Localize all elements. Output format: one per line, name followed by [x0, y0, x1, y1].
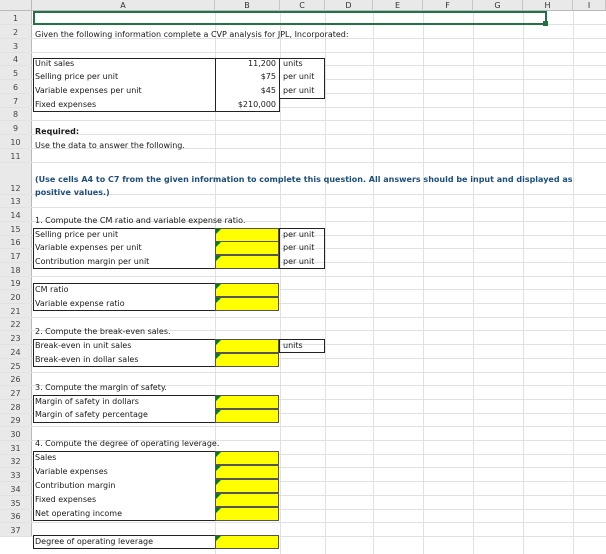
- row-header[interactable]: [0, 135, 32, 148]
- dol-label: Degree of operating leverage: [35, 537, 154, 546]
- answer-input-cell[interactable]: [215, 255, 279, 269]
- row-number: 6: [12, 83, 19, 92]
- row-number: 15: [10, 225, 21, 234]
- answer-input-cell[interactable]: [215, 535, 279, 549]
- row-header[interactable]: [0, 25, 32, 38]
- formula-flag-icon: [216, 229, 221, 234]
- col-header-f[interactable]: F: [423, 0, 473, 11]
- row-header[interactable]: [0, 359, 32, 372]
- q4-row-label: Variable expenses: [35, 467, 108, 476]
- row-number: 26: [10, 375, 21, 384]
- formula-flag-icon: [216, 256, 221, 261]
- row-header[interactable]: [0, 53, 32, 65]
- answer-input-cell[interactable]: [215, 507, 279, 521]
- row-header[interactable]: [0, 345, 32, 358]
- q4-row-label: Net operating income: [35, 509, 123, 518]
- given-value: 11,200: [248, 59, 276, 68]
- row-header[interactable]: [0, 80, 32, 93]
- col-header-d[interactable]: D: [325, 0, 373, 11]
- row-number: 20: [10, 293, 21, 302]
- row-header[interactable]: [0, 11, 32, 24]
- formula-flag-icon: [216, 340, 221, 345]
- row-number: 29: [10, 416, 21, 425]
- row-header[interactable]: [0, 149, 32, 162]
- formula-flag-icon: [216, 466, 221, 471]
- row-number: 12: [10, 184, 21, 193]
- row-header[interactable]: [0, 400, 32, 413]
- col-header-i[interactable]: I: [573, 0, 606, 11]
- q1-row-label: Variable expenses per unit: [35, 243, 142, 252]
- row-number: 25: [10, 362, 21, 371]
- row-header[interactable]: [0, 318, 32, 330]
- given-label: Selling price per unit: [35, 72, 119, 81]
- formula-flag-icon: [216, 284, 221, 289]
- col-header-c[interactable]: C: [280, 0, 325, 11]
- row-header[interactable]: [0, 468, 32, 481]
- formula-flag-icon: [216, 452, 221, 457]
- q4-title: 4. Compute the degree of operating leverage.: [35, 439, 220, 448]
- row-number: 35: [10, 499, 21, 508]
- col-header-g[interactable]: G: [473, 0, 523, 11]
- formula-flag-icon: [216, 410, 221, 415]
- q1-row-label: Contribution margin per unit: [35, 257, 150, 266]
- row-number: 8: [12, 110, 19, 119]
- row-number: 21: [10, 307, 21, 316]
- row-header[interactable]: [0, 66, 32, 79]
- given-value: $210,000: [237, 100, 276, 109]
- q4-row-label: Contribution margin: [35, 481, 116, 490]
- row-number: 7: [12, 97, 19, 106]
- row-header[interactable]: [0, 455, 32, 467]
- row-header[interactable]: [0, 523, 32, 536]
- q4-row-label: Fixed expenses: [35, 495, 97, 504]
- row-number: 23: [10, 334, 21, 343]
- answer-input-cell[interactable]: [215, 339, 279, 353]
- row-number: 22: [10, 320, 21, 329]
- q2-title: 2. Compute the break-even sales.: [35, 327, 171, 336]
- answer-input-cell[interactable]: [215, 409, 279, 423]
- row-number: 2: [12, 28, 19, 37]
- formula-flag-icon: [216, 354, 221, 359]
- intro-text: Given the following information complete a CVP analysis for JPL, Incorporated:: [35, 30, 349, 39]
- formula-flag-icon: [216, 536, 221, 541]
- row-header[interactable]: [0, 39, 32, 52]
- col-header-h[interactable]: H: [523, 0, 573, 11]
- row-header[interactable]: [0, 236, 32, 248]
- row-number: 5: [12, 69, 19, 78]
- sheet-row: [0, 149, 606, 163]
- row-header[interactable]: [0, 386, 32, 399]
- given-value: $75: [260, 72, 276, 81]
- formula-flag-icon: [216, 242, 221, 247]
- col-header-b[interactable]: B: [215, 0, 280, 11]
- row-header[interactable]: [0, 121, 32, 134]
- row-number: 16: [10, 238, 21, 247]
- row-header[interactable]: [0, 263, 32, 276]
- row-header[interactable]: [0, 496, 32, 509]
- q1-unit: per unit: [283, 230, 315, 239]
- row-number: 4: [12, 55, 19, 64]
- q1-title: 1. Compute the CM ratio and variable expense ratio.: [35, 216, 246, 225]
- given-unit: per unit: [283, 72, 315, 81]
- instructions-line1: (Use cells A4 to C7 from the given information to complete this question. All answers should be input and displayed as: [35, 175, 573, 184]
- row-number: 31: [10, 444, 21, 453]
- row-header[interactable]: [0, 222, 32, 235]
- row-number: 18: [10, 266, 21, 275]
- row-number: 14: [10, 211, 21, 220]
- row-number: 37: [10, 526, 21, 535]
- answer-input-cell[interactable]: [215, 353, 279, 367]
- given-label: Variable expenses per unit: [35, 86, 142, 95]
- row-number: 13: [10, 197, 21, 206]
- row-header[interactable]: [0, 277, 32, 289]
- q1-row-label: Selling price per unit: [35, 230, 119, 239]
- row-number: 28: [10, 403, 21, 412]
- row-number: 24: [10, 348, 21, 357]
- given-value: $45: [260, 86, 276, 95]
- row-number: 19: [10, 279, 21, 288]
- row-number: 1: [12, 14, 19, 23]
- be-dollars-label: Break-even in dollar sales: [35, 355, 139, 364]
- be-units-label: Break-even in unit sales: [35, 341, 132, 350]
- given-label: Unit sales: [35, 59, 75, 68]
- row-header[interactable]: [0, 163, 32, 194]
- row-header[interactable]: [0, 249, 32, 262]
- answer-input-cell[interactable]: [215, 479, 279, 493]
- mos-pct-label: Margin of safety percentage: [35, 410, 148, 419]
- sheet-row: [0, 39, 606, 53]
- cm-ratio-label: CM ratio: [35, 285, 69, 294]
- q4-row-label: Sales: [35, 453, 57, 462]
- sheet-row: [0, 121, 606, 135]
- row-header[interactable]: [0, 208, 32, 221]
- instructions-line2: positive values.): [35, 188, 110, 197]
- row-number: 33: [10, 471, 21, 480]
- row-number: 9: [12, 124, 19, 133]
- q1-unit: per unit: [283, 243, 315, 252]
- row-header[interactable]: [0, 441, 32, 454]
- answer-input-cell[interactable]: [215, 241, 279, 255]
- formula-flag-icon: [216, 298, 221, 303]
- answer-input-cell[interactable]: [215, 465, 279, 479]
- given-label: Fixed expenses: [35, 100, 97, 109]
- given-unit: per unit: [283, 86, 315, 95]
- answer-input-cell[interactable]: [215, 283, 279, 297]
- answer-input-cell[interactable]: [215, 493, 279, 507]
- row-header[interactable]: [0, 290, 32, 303]
- row-number: 36: [10, 512, 21, 521]
- row-header[interactable]: [0, 482, 32, 495]
- row-number: 30: [10, 430, 21, 439]
- row-number: 10: [10, 138, 21, 147]
- row-header[interactable]: [0, 195, 32, 207]
- row-header[interactable]: [0, 414, 32, 426]
- row-header[interactable]: [0, 427, 32, 440]
- row-header[interactable]: [0, 108, 32, 120]
- ve-ratio-label: Variable expense ratio: [35, 299, 125, 308]
- q1-unit: per unit: [283, 257, 315, 266]
- answer-input-cell[interactable]: [215, 395, 279, 409]
- select-all-corner[interactable]: [0, 0, 32, 11]
- formula-flag-icon: [216, 396, 221, 401]
- required-label: Required:: [35, 127, 80, 136]
- row-number: 32: [10, 457, 21, 466]
- row-number: 11: [10, 152, 21, 161]
- row-header[interactable]: [0, 373, 32, 385]
- formula-flag-icon: [216, 508, 221, 513]
- q3-title: 3. Compute the margin of safety.: [35, 383, 167, 392]
- active-cell-selection[interactable]: [33, 11, 547, 25]
- formula-flag-icon: [216, 480, 221, 485]
- given-unit: units: [283, 59, 303, 68]
- row-header[interactable]: [0, 510, 32, 522]
- fill-handle[interactable]: [543, 21, 548, 26]
- col-header-e[interactable]: E: [373, 0, 423, 11]
- answer-input-cell[interactable]: [215, 297, 279, 311]
- row-header[interactable]: [0, 331, 32, 344]
- formula-flag-icon: [216, 494, 221, 499]
- be-units-unit: units: [283, 341, 303, 350]
- row-number: 34: [10, 485, 21, 494]
- col-header-a[interactable]: A: [32, 0, 215, 11]
- row-header[interactable]: [0, 94, 32, 107]
- mos-dollars-label: Margin of safety in dollars: [35, 397, 139, 406]
- row-header[interactable]: [0, 304, 32, 317]
- row-number: 3: [12, 42, 19, 51]
- use-data-text: Use the data to answer the following.: [35, 141, 185, 150]
- row-number: 17: [10, 252, 21, 261]
- answer-input-cell[interactable]: [215, 228, 279, 242]
- row-number: 27: [10, 389, 21, 398]
- answer-input-cell[interactable]: [215, 451, 279, 465]
